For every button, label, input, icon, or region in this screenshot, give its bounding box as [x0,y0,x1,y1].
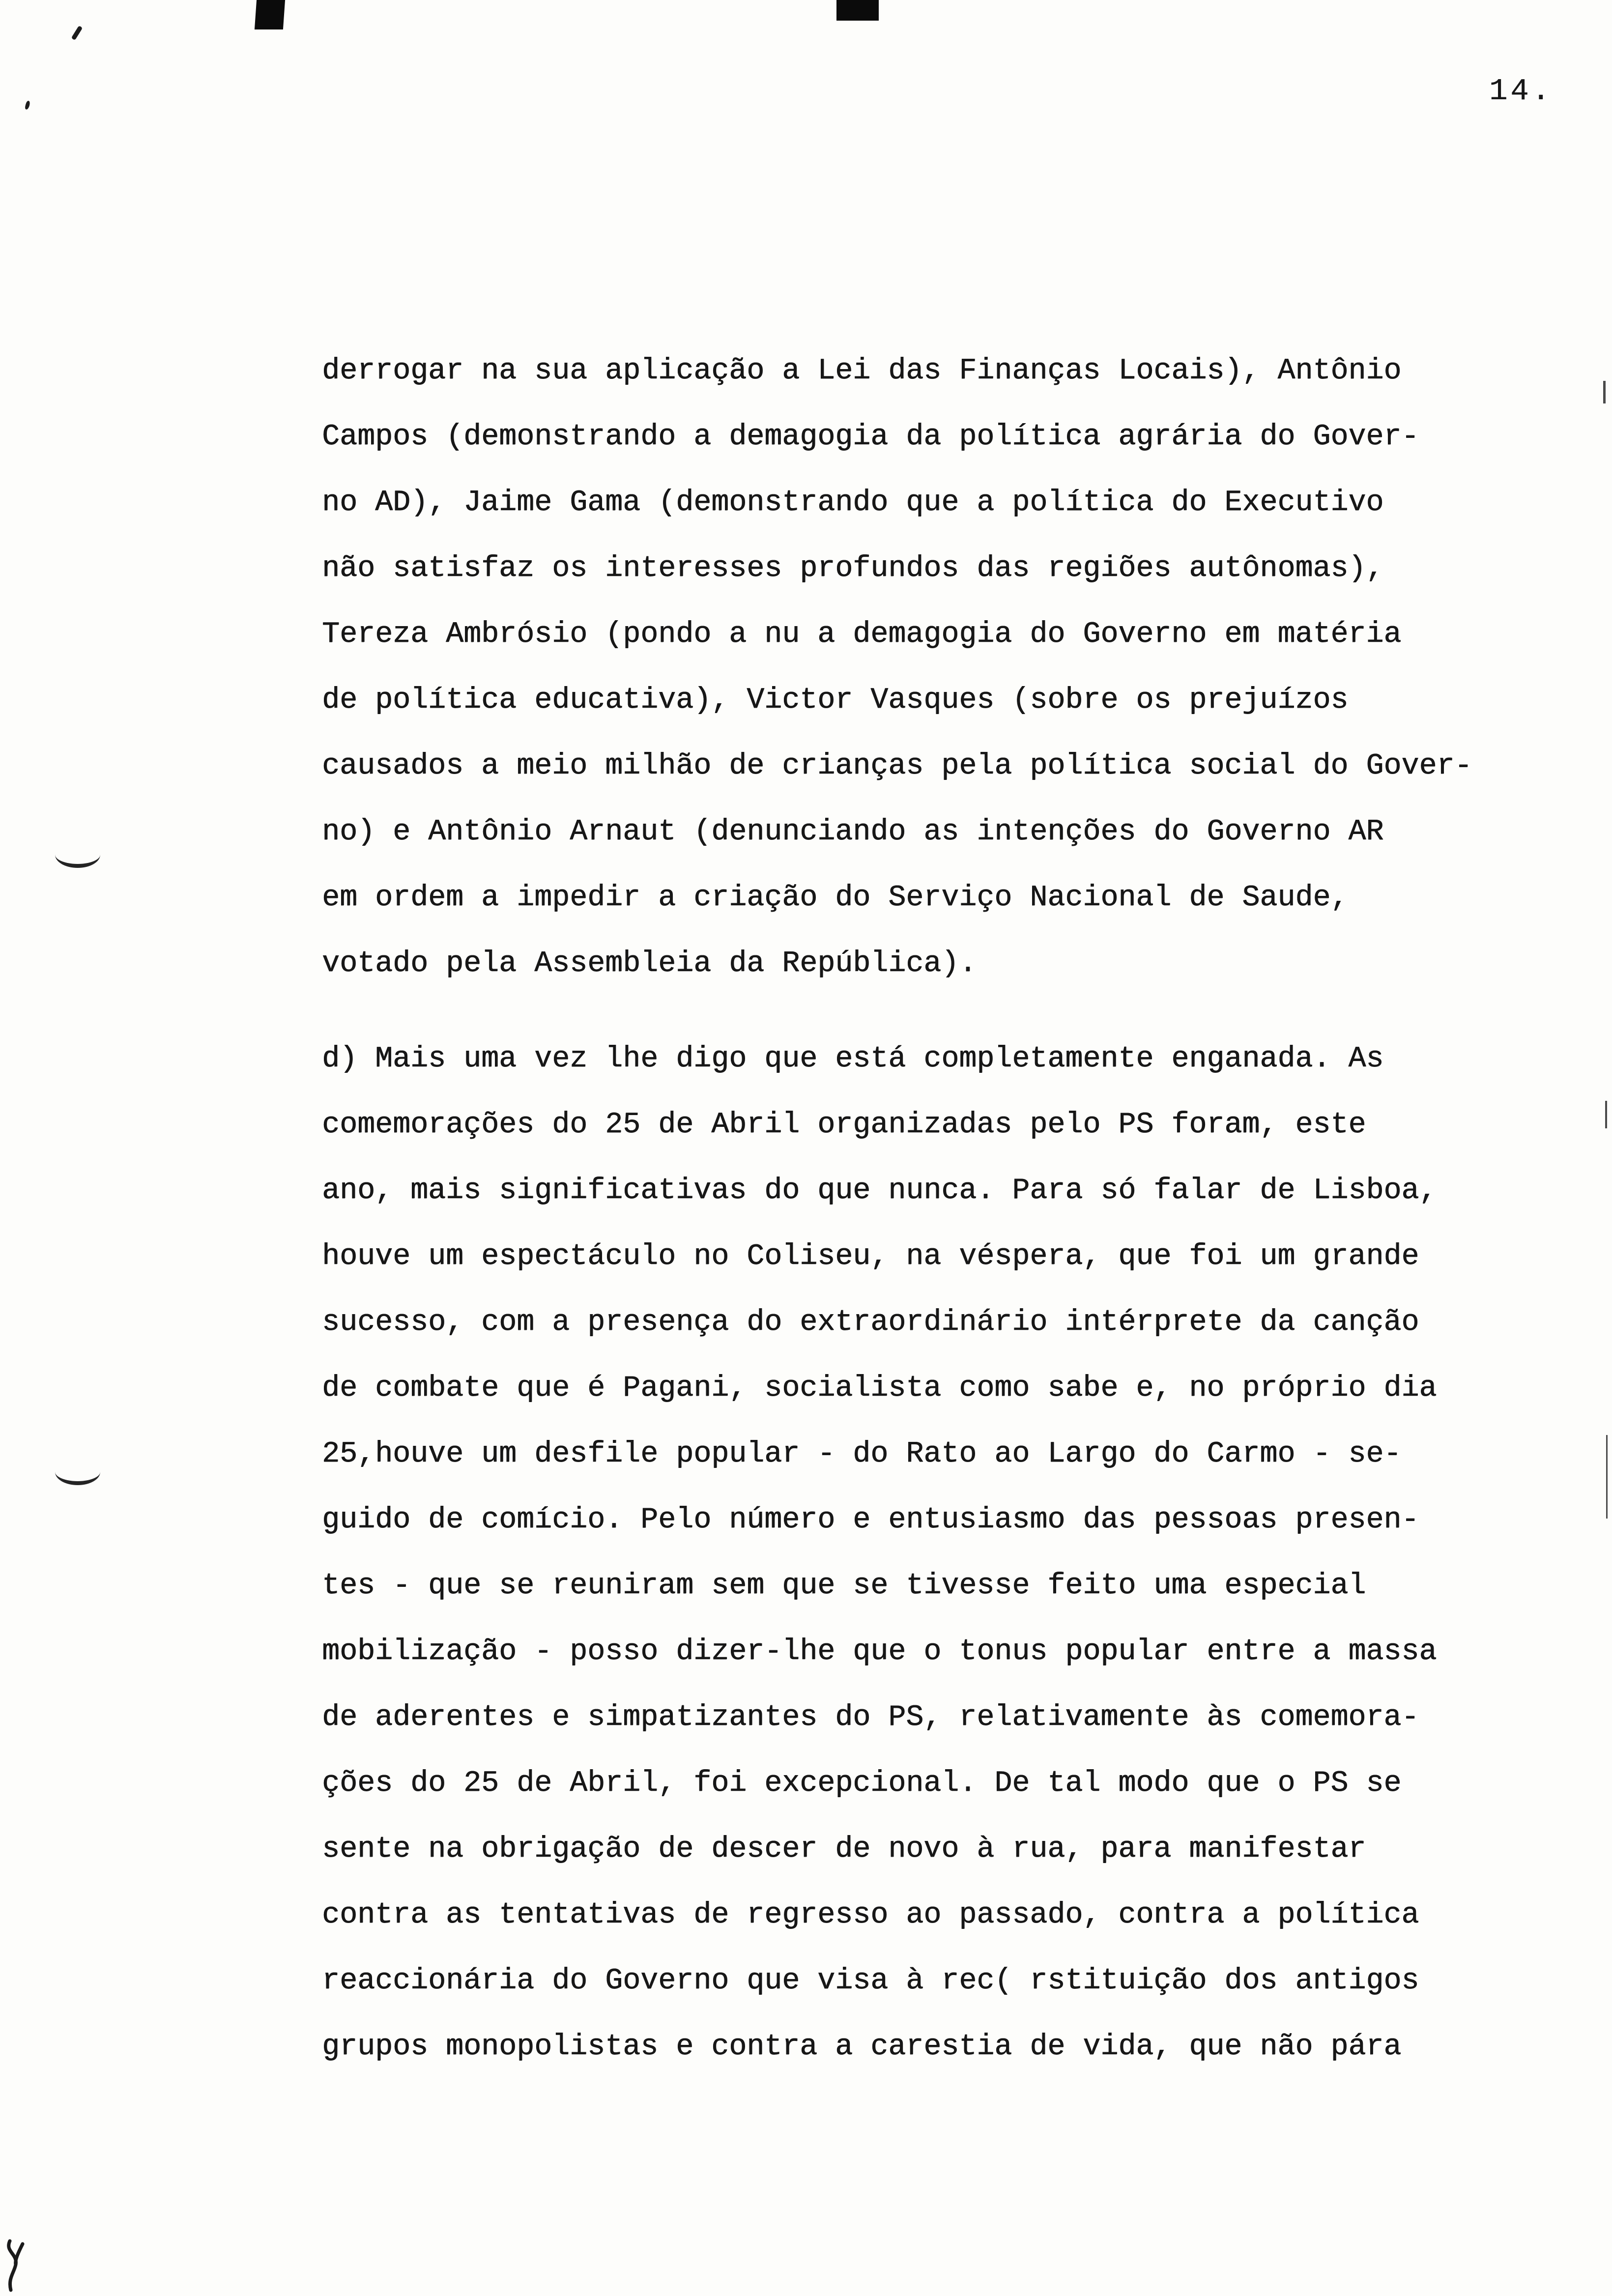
text-line: em ordem a impedir a criação do Serviço Nacional de Saude, [322,881,1349,915]
text-line: Campos (demonstrando a demagogia da política agrária do Gover- [322,420,1419,454]
handwritten-squiggle-mark [3,2239,32,2293]
text-line: de política educativa), Victor Vasques (sobre os prejuízos [322,684,1349,717]
paragraph [322,1026,1560,2080]
text-line: reaccionária do Governo que visa à rec( rstituição dos antigos [322,1964,1419,1998]
text-line: ano, mais significativas do que nunca. Para só falar de Lisboa, [322,1174,1437,1207]
text-line: houve um espectáculo no Coliseu, na véspera, que foi um grande [322,1240,1419,1273]
pen-tick-mark [25,100,30,110]
typewritten-text [322,338,1560,2080]
pen-tick-mark [71,26,83,40]
text-line: no) e Antônio Arnaut (denunciando as intenções do Governo AR [322,815,1384,849]
text-line: sucesso, com a presença do extraordinário intérprete da canção [322,1306,1419,1339]
text-line: Tereza Ambrósio (pondo a nu a demagogia do Governo em matéria [322,618,1402,651]
margin-curve-mark [55,841,100,868]
text-line: comemorações do 25 de Abril organizadas pelo PS foram, este [322,1108,1366,1142]
text-line: de combate que é Pagani, socialista como sabe e, no próprio dia [322,1372,1437,1405]
text-line: de aderentes e simpatizantes do PS, relativamente às comemora- [322,1701,1419,1734]
text-line: não satisfaz os interesses profundos das regiões autônomas), [322,552,1384,585]
margin-curve-mark [55,1459,100,1485]
text-line: causados a meio milhão de crianças pela política social do Gover- [322,749,1472,783]
text-line: tes - que se reuniram sem que se tivesse feito uma especial [322,1569,1366,1603]
text-line: derrogar na sua aplicação a Lei das Finanças Locais), Antônio [322,354,1402,388]
text-line: guido de comício. Pelo número e entusiasmo das pessoas presen- [322,1503,1419,1537]
page-number: 14. [1489,74,1553,109]
text-line: no AD), Jaime Gama (demonstrando que a política do Executivo [322,486,1384,519]
text-line: sente na obrigação de descer de novo à rua, para manifestar [322,1833,1366,1866]
text-line: d) Mais uma vez lhe digo que está completamente enganada. As [322,1042,1384,1076]
paragraph [322,338,1560,997]
scan-artifact-top-bar [836,0,879,21]
edge-scan-mark [1605,1101,1607,1128]
text-line: ções do 25 de Abril, foi excepcional. De tal modo que o PS se [322,1767,1402,1800]
text-line: contra as tentativas de regresso ao passado, contra a política [322,1898,1419,1932]
edge-scan-mark [1606,1435,1608,1519]
scan-artifact-top-bar [255,0,285,29]
text-line: 25,houve um desfile popular - do Rato ao Largo do Carmo - se- [322,1437,1402,1471]
text-line: votado pela Assembleia da República). [322,947,977,980]
text-line: grupos monopolistas e contra a carestia de vida, que não pára [322,2030,1402,2064]
edge-scan-mark [1603,381,1606,403]
text-line: mobilização - posso dizer-lhe que o tonus popular entre a massa [322,1635,1437,1668]
